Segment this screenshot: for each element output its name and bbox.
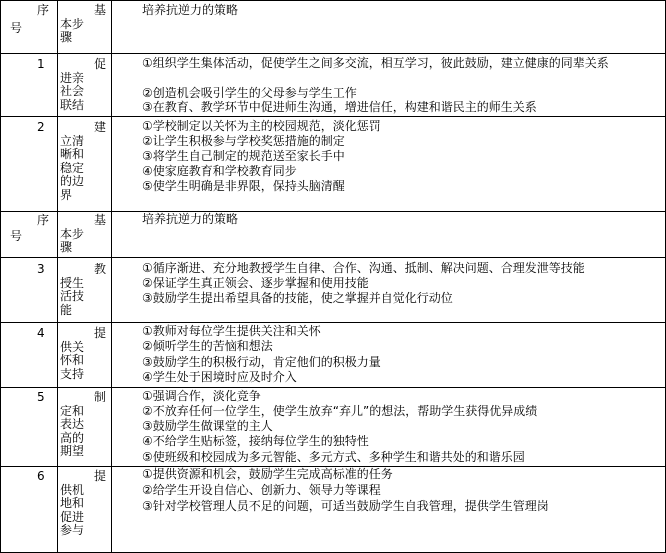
table-rule [111,0,112,553]
row-step-line: 社会 [60,84,85,98]
strategy-item: ③鼓励学生提出希望具备的技能，使之掌握并自觉化行动位 [142,291,453,305]
row-number: 1 [37,57,45,71]
strategy-item: ②创造机会吸引学生的父母参与学生工作 [142,86,357,100]
strategy-item: ④不给学生贴标签，接纳每位学生的独特性 [142,434,369,448]
row-step-line: 能 [60,302,73,317]
row-step-line: 供机 [60,482,85,497]
strategy-item: ①学校制定以关怀为主的校园规范，淡化惩罚 [142,119,381,133]
header-step-line: 骤 [60,240,73,254]
row-step [60,121,110,202]
header-step-line: 基 [93,213,106,227]
strategy-item: ①循序渐进、充分地教授学生自律、合作、沟通、抵制、解决问题、合理发泄等技能 [142,261,585,275]
header-strategy: 培养抗逆力的策略 [142,212,239,226]
header-no-bottom: 号 [10,21,23,35]
row-step-line: 地和 [60,496,85,510]
row-step-line: 联结 [60,97,85,112]
strategy-item: ④学生处于困境时应及时介入 [142,370,297,384]
strategy-item: ①组织学生集体活动，促使学生之间多交流，相互学习，彼此鼓励，建立健康的同辈关系 [142,56,609,70]
row-step [60,327,110,381]
row-step-line: 立清 [60,133,85,148]
row-step-line: 稳定 [60,160,85,175]
header-strategy: 培养抗逆力的策略 [142,3,239,17]
row-step-line: 授生 [60,275,85,290]
row-step-line: 支持 [60,366,85,381]
row-step [60,58,110,112]
row-step-line: 促进 [60,509,85,524]
strategy-item: ⑤使班级和校园成为多元智能、多元方式、多种学生和谐共处的和谐乐园 [142,450,525,464]
strategy-item: ①教师对每位学生提供关注和关怀 [142,324,321,338]
strategy-item: ②给学生开设自信心、创新力、领导力等课程 [142,483,381,497]
table-rule [0,0,666,1]
header-no-top: 序 [37,213,50,227]
row-number: 2 [37,120,45,134]
row-step-line: 高的 [60,430,85,445]
row-step-line: 促 [93,57,106,71]
row-step-line: 提 [93,326,106,340]
row-step-line: 参与 [60,523,85,537]
strategy-item: ③在教育、教学环节中促进师生沟通，增进信任，构建和谐民主的师生关系 [142,100,537,114]
strategy-item: ③针对学校管理人员不足的问题，可适当鼓励学生自我管理，提供学生管理岗 [142,499,549,513]
strategy-item: ③将学生自己制定的规范送至家长手中 [142,149,345,163]
header-step-line: 本步 [60,226,85,241]
table-rule [0,116,666,117]
row-step-line: 期望 [60,444,85,458]
row-number: 3 [37,262,45,276]
row-step-line: 教 [93,262,106,276]
header-step-line: 本步 [60,16,85,31]
header-step-line: 基 [93,3,106,17]
table-rule [0,53,666,54]
strategy-item: ③鼓励学生的积极行动，肯定他们的积极力量 [142,355,381,369]
strategy-item: ②不放弃任何一位学生，使学生放弃“弃儿”的想法，帮助学生获得优异成绩 [142,404,538,418]
row-step-line: 表达 [60,417,85,431]
header-no-top: 序 [37,3,50,17]
table-rule [0,0,1,553]
row-step-line: 怀和 [60,353,85,367]
header-no-bottom: 号 [10,229,23,243]
row-number: 5 [37,390,45,404]
strategy-item: ①提供资源和机会，鼓励学生完成高标准的任务 [142,467,393,481]
table-rule [0,257,666,258]
row-step-line: 供关 [60,339,85,354]
strategy-item: ③鼓励学生做课堂的主人 [142,419,273,433]
row-step [60,391,110,459]
strategy-item: ②倾听学生的苦恼和想法 [142,339,273,353]
strategy-item: ①强调合作，淡化竞争 [142,389,261,403]
row-step-line: 进亲 [60,70,85,85]
header-step [60,4,110,45]
row-step-line: 提 [93,469,106,483]
strategy-item: ⑤使学生明确是非界限，保持头脑清醒 [142,179,345,193]
row-step-line: 定和 [60,403,85,418]
row-step [60,470,110,538]
row-step-line: 界 [60,187,73,202]
strategy-item: ④使家庭教育和学校教育同步 [142,164,297,178]
header-step [60,214,110,255]
strategy-item: ②保证学生真正领会、逐步掌握和使用技能 [142,276,369,290]
row-number: 4 [37,326,45,340]
row-step-line: 的边 [60,174,85,188]
table-rule [0,387,666,388]
table-rule [57,0,58,553]
table-rule [0,322,666,323]
row-step [60,263,110,317]
row-step-line: 活技 [60,289,85,303]
strategy-item: ②让学生积极参与学校奖惩措施的制定 [142,134,345,148]
row-step-line: 建 [93,120,106,134]
table-rule [0,211,666,212]
header-step-line: 骤 [60,30,73,44]
row-number: 6 [37,469,45,483]
row-step-line: 晰和 [60,147,85,161]
row-step-line: 制 [93,390,106,404]
